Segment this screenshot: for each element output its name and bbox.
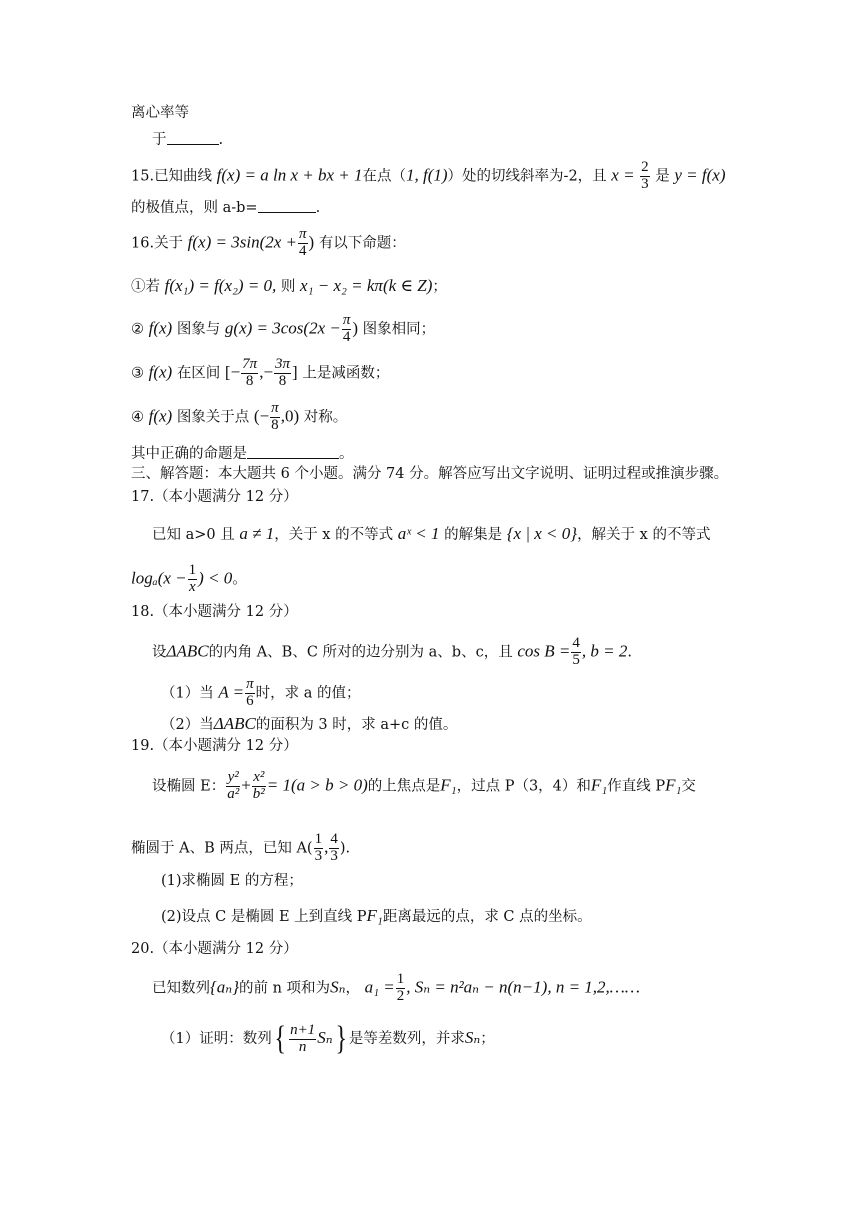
text: 有以下命题： xyxy=(318,235,406,252)
text: 椭圆于 A、B 两点，已知 A( xyxy=(131,840,313,857)
denominator: 3 xyxy=(314,847,323,864)
denominator: b² xyxy=(252,785,265,802)
right-brace: } xyxy=(335,1020,347,1057)
numerator: x² xyxy=(253,769,265,785)
text: 作直线 P xyxy=(607,778,666,795)
question-18-header: 18.（本小题满分 12 分） xyxy=(131,604,298,620)
text: 则 xyxy=(280,279,296,295)
math-expression: Sₙ xyxy=(464,1028,481,1047)
text: ，解关于 x 的不等式 xyxy=(577,527,711,543)
numerator: π xyxy=(271,400,279,416)
text: ①若 xyxy=(131,279,160,295)
fraction xyxy=(252,770,266,803)
question-15 xyxy=(131,160,726,193)
denominator: 4 xyxy=(342,328,351,345)
fraction xyxy=(274,357,291,390)
math-expression: F₁ xyxy=(366,906,383,925)
math-expression: 1, f(1) xyxy=(406,165,448,185)
question-18-part-1 xyxy=(161,677,361,710)
fraction xyxy=(571,636,581,669)
math-expression: ) xyxy=(352,318,359,338)
text: 对称。 xyxy=(303,409,348,426)
math-expression: f(x) xyxy=(148,362,173,382)
question-20 xyxy=(152,972,640,1005)
text: 的解集是 xyxy=(444,527,503,543)
math-expression: , b = 2 xyxy=(581,641,628,661)
math-expression: = 1(a > b > 0) xyxy=(266,775,368,795)
text: 设椭圆 E： xyxy=(152,778,226,795)
fraction xyxy=(270,401,280,434)
denominator: x xyxy=(189,578,196,595)
text: . xyxy=(315,200,321,216)
math-expression: ,0) xyxy=(280,406,300,426)
math-expression: ) < 0 xyxy=(198,568,233,588)
answer-blank xyxy=(247,444,339,459)
math-expression: F₁ xyxy=(665,775,682,795)
math-expression: {aₙ} xyxy=(210,977,239,997)
denominator: 2 xyxy=(396,987,405,1004)
numerator: 4 xyxy=(572,635,580,651)
text: ； xyxy=(432,279,447,295)
text: 的上焦点是 xyxy=(367,778,441,795)
numerator: 2 xyxy=(641,159,649,175)
text: 距离最远的点，求 C 点的坐标。 xyxy=(382,909,592,925)
math-expression: a₁ = xyxy=(364,977,395,997)
text: 图象关于点 xyxy=(176,409,250,426)
text: ④ xyxy=(131,409,144,426)
denominator: 5 xyxy=(572,651,580,668)
text: 时，求 a 的值； xyxy=(255,685,361,702)
fraction xyxy=(314,832,324,865)
text-line: 离心率等 xyxy=(131,105,189,121)
math-expression: f(x) xyxy=(148,318,173,338)
question-20-header: 20.（本小题满分 12 分） xyxy=(131,941,298,957)
math-expression: f(x) xyxy=(148,406,173,426)
numerator: π xyxy=(342,312,351,328)
fraction xyxy=(245,677,255,710)
math-expression: f(x) = a ln x + bx + 1 xyxy=(216,165,363,185)
question-18-part-2 xyxy=(161,714,457,734)
text: 交 xyxy=(681,778,696,795)
text: 的内角 A、B、C 所对的边分别为 a、b、c，且 xyxy=(208,644,513,661)
math-expression: a ≠ 1 xyxy=(239,524,275,543)
question-20-part-1 xyxy=(161,1022,495,1056)
math-expression: ΔABC xyxy=(166,641,209,661)
text: ）处的切线斜率为-2，且 xyxy=(447,168,607,185)
fraction xyxy=(640,160,650,193)
math-expression: F₁ xyxy=(440,775,457,795)
text: 设 xyxy=(152,644,167,661)
text: 已知数列 xyxy=(152,980,210,997)
math-expression: g(x) = 3cos(2x − xyxy=(224,318,341,338)
denominator: 8 xyxy=(245,372,254,389)
question-18 xyxy=(152,636,632,669)
question-19-cont xyxy=(131,832,350,865)
text: 其中正确的命题是 xyxy=(131,446,247,462)
math-expression: x = xyxy=(611,165,635,185)
question-number: 15. xyxy=(131,168,155,185)
fraction xyxy=(188,563,198,596)
text: 的极值点，则 a-b= xyxy=(131,200,258,216)
text: 在点（ xyxy=(362,168,406,185)
text: 图象与 xyxy=(176,321,221,338)
text: ， xyxy=(345,980,360,997)
math-expression: + xyxy=(241,775,251,795)
text: （1）证明：数列 xyxy=(161,1031,272,1047)
denominator: 6 xyxy=(246,692,254,709)
denominator: 3 xyxy=(330,847,338,864)
numerator: π xyxy=(299,226,307,242)
denominator: a² xyxy=(227,785,240,802)
proposition-3 xyxy=(131,357,389,390)
question-16 xyxy=(131,227,406,260)
fraction xyxy=(241,357,258,390)
question-19-part-2 xyxy=(161,906,592,926)
math-expression: A = xyxy=(218,682,245,702)
text: ，过点 P（3，4）和 xyxy=(456,778,591,795)
numerator: n+1 xyxy=(290,1021,316,1038)
answer-blank xyxy=(258,198,316,213)
numerator: π xyxy=(246,676,254,692)
denominator: 8 xyxy=(271,416,279,433)
numerator: 4 xyxy=(330,831,338,847)
numerator: 3π xyxy=(275,356,291,372)
text: 。 xyxy=(339,446,354,462)
math-expression: Sₙ xyxy=(317,1028,333,1047)
question-17-cont xyxy=(131,563,247,596)
math-expression: ] xyxy=(292,362,298,382)
text: 图象相同； xyxy=(362,321,436,338)
text: 在区间 xyxy=(176,365,221,382)
denominator: n xyxy=(298,1038,307,1055)
text: 已知曲线 xyxy=(154,168,213,185)
math-expression: , xyxy=(324,837,329,857)
math-expression: [− xyxy=(224,362,241,382)
question-16-ask xyxy=(131,444,354,463)
proposition-2 xyxy=(131,313,435,346)
text: 已知 a>0 且 xyxy=(152,527,235,543)
question-number: 16. xyxy=(131,235,155,252)
math-expression: y = f(x) xyxy=(674,165,726,185)
math-expression: aˣ < 1 xyxy=(397,524,440,543)
text: （2）当 xyxy=(161,717,214,733)
numerator: y² xyxy=(227,769,239,785)
text: . xyxy=(627,644,632,661)
question-19-part-1: (1)求椭圆 E 的方程； xyxy=(161,873,303,889)
math-expression: f(x₁) = f(x₂) = 0, xyxy=(164,276,277,295)
numerator: 1 xyxy=(396,971,405,987)
fraction xyxy=(329,832,339,865)
text: 是 xyxy=(655,168,670,185)
section-heading: 三、解答题：本大题共 6 个小题。满分 74 分。解答应写出文字说明、证明过程或推演步骤。 xyxy=(131,466,729,482)
math-expression: ) xyxy=(308,232,315,252)
question-19 xyxy=(152,770,696,803)
answer-blank xyxy=(167,130,219,145)
text: 上是减函数； xyxy=(302,365,390,382)
fraction xyxy=(298,227,308,260)
question-17-header: 17.（本小题满分 12 分） xyxy=(131,489,298,505)
text: ，关于 x 的不等式 xyxy=(274,527,394,543)
fraction xyxy=(289,1023,316,1056)
math-expression: cos B = xyxy=(517,641,571,661)
math-expression: (− xyxy=(253,406,270,426)
proposition-4 xyxy=(131,401,347,434)
proposition-1 xyxy=(131,276,447,296)
numerator: 7π xyxy=(242,356,258,372)
text: 关于 xyxy=(154,235,184,252)
fraction xyxy=(342,313,352,346)
text: ). xyxy=(339,840,351,857)
text: 于 xyxy=(152,132,167,148)
math-expression: f(x) = 3sin(2x + xyxy=(187,232,298,252)
math-expression: logₐ(x − xyxy=(131,568,187,588)
denominator: 4 xyxy=(299,242,307,259)
left-brace: { xyxy=(274,1020,286,1057)
math-expression: , Sₙ = n²aₙ − n(n−1), n = 1,2,…… xyxy=(406,977,641,997)
text: ； xyxy=(480,1031,495,1047)
text: 的前 n 项和为 xyxy=(239,980,331,997)
text: ② xyxy=(131,321,144,338)
text: 。 xyxy=(232,571,247,588)
math-expression: Sₙ xyxy=(330,977,346,997)
fill-blank-line: 于 . xyxy=(152,132,224,148)
text: 的面积为 3 时，求 a+c 的值。 xyxy=(255,717,458,733)
fraction xyxy=(226,770,240,803)
math-expression: x₁ − x₂ = kπ(k ∈ Z) xyxy=(300,276,433,295)
math-expression: ΔABC xyxy=(213,714,256,733)
numerator: 1 xyxy=(314,831,323,847)
fraction xyxy=(396,972,406,1005)
text: （1）当 xyxy=(161,685,214,702)
text: ③ xyxy=(131,365,144,382)
math-expression: F₁ xyxy=(590,775,608,795)
question-19-header: 19.（本小题满分 12 分） xyxy=(131,738,298,754)
math-expression: ,− xyxy=(259,362,274,382)
math-expression: {x | x < 0} xyxy=(506,524,578,543)
numerator: 1 xyxy=(188,562,197,578)
question-17 xyxy=(152,524,710,544)
denominator: 8 xyxy=(278,372,287,389)
text: (2)设点 C 是椭圆 E 上到直线 P xyxy=(161,909,367,925)
text: 是等差数列，并求 xyxy=(348,1031,465,1047)
question-15-cont xyxy=(131,198,320,217)
denominator: 3 xyxy=(641,175,649,192)
